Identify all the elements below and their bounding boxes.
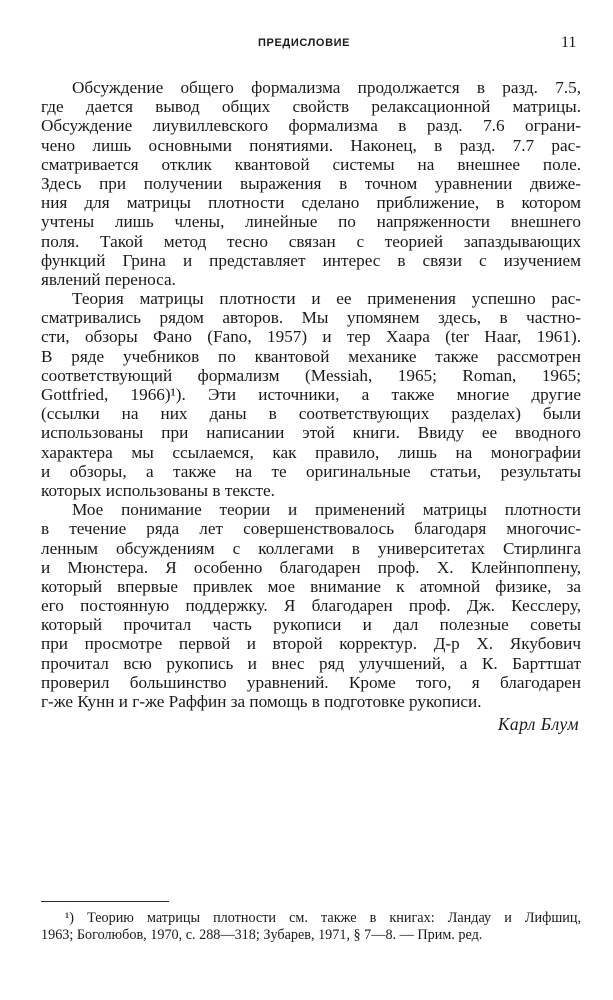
text-line: в течение ряда лет совершенствовалось благодаря многочис- [41, 519, 581, 539]
text-line: его постоянную поддержку. Я благодарен проф. Дж. Кесслеру, [41, 596, 581, 616]
text-line: функций Грина и представляет интерес в связи с изучением [41, 250, 581, 270]
text-line: Обсуждение общего формализма продолжается в разд. 7.5, [72, 78, 581, 97]
page-number: 11 [561, 34, 577, 51]
text-line: прочитал всю рукопись и внес ряд улучшений, а К. Барттшат [41, 653, 581, 673]
text-line: характера мы ссылаемся, как правило, лишь на монографии [41, 442, 581, 462]
footnote-line: ¹) Теорию матрицы плотности см. также в книгах: Ландау и Лифшиц, [65, 910, 581, 926]
text-line: при просмотре первой и второй корректур. Д-р Х. Якубович [41, 634, 581, 654]
author-signature: Карл Блум [497, 714, 579, 734]
text-line: (ссылки на них даны в соответствующих разделах) были [41, 404, 581, 424]
running-title: ПРЕДИСЛОВИЕ [258, 37, 351, 49]
text-line: Gottfried, 1966)¹). Эти источники, а также многие другие [41, 385, 581, 404]
text-line: сматривается отклик квантовой системы на внешнее поле. [41, 154, 581, 174]
text-line: и обзоры, а также на те оригинальные статьи, результаты [41, 461, 581, 481]
text-line: сти, обзоры Фано (Fano, 1957) и тер Хаара (ter Haar, 1961). [41, 327, 581, 347]
text-line: Здесь при получении выражения в точном уравнении движе- [41, 173, 581, 193]
text-line: чено лишь основными понятиями. Наконец, в разд. 7.7 рас- [41, 135, 581, 155]
body-text [41, 78, 581, 711]
text-line: где дается вывод общих свойств релаксационной матрицы. [41, 97, 581, 117]
text-line: явлений переноса. [41, 269, 176, 289]
footnote [41, 910, 581, 944]
footnote-divider [41, 901, 169, 902]
text-line: Теория матрицы плотности и ее применения успешно рас- [72, 289, 581, 309]
text-line: учтены лишь члены, линейные по напряженности внешнего [41, 212, 581, 232]
text-line: которых использованы в тексте. [41, 480, 275, 500]
text-line: г-же Кунн и г-же Раффин за помощь в подготовке рукописи. [41, 692, 482, 711]
text-line: В ряде учебников по квантовой механике также рассмотрен [41, 346, 581, 366]
text-line: который прочитал часть рукописи и дал полезные советы [41, 615, 581, 635]
text-line: ленным обсуждениям с коллегами в университетах Стирлинга [41, 538, 581, 558]
text-line: поля. Такой метод тесно связан с теорией запаздывающих [41, 231, 581, 251]
text-line: ния для матрицы плотности сделано приближение, в котором [41, 193, 581, 213]
text-line: который впервые привлек мое внимание к атомной физике, за [41, 576, 581, 596]
text-line: Обсуждение лиувиллевского формализма в разд. 7.6 ограни- [41, 116, 581, 136]
paragraph-2 [41, 289, 581, 500]
paragraph-3 [41, 500, 581, 711]
paragraph-1 [41, 78, 581, 289]
text-line: использованы при написании этой книги. Ввиду ее вводного [41, 423, 581, 443]
text-line: соответствующий формализм (Messiah, 1965; Roman, 1965; [41, 365, 581, 385]
text-line: и Мюнстера. Я особенно благодарен проф. Х. Клейнпоппену, [41, 557, 581, 577]
text-line: сматривались рядом авторов. Мы упомянем здесь, в частно- [41, 308, 581, 328]
text-line: проверил большинство уравнений. Кроме того, я благодарен [41, 672, 581, 692]
text-line: Мое понимание теории и применений матрицы плотности [72, 500, 581, 520]
footnote-line: 1963; Боголюбов, 1970, с. 288—318; Зубарев, 1971, § 7—8. — Прим. ред. [41, 927, 483, 943]
